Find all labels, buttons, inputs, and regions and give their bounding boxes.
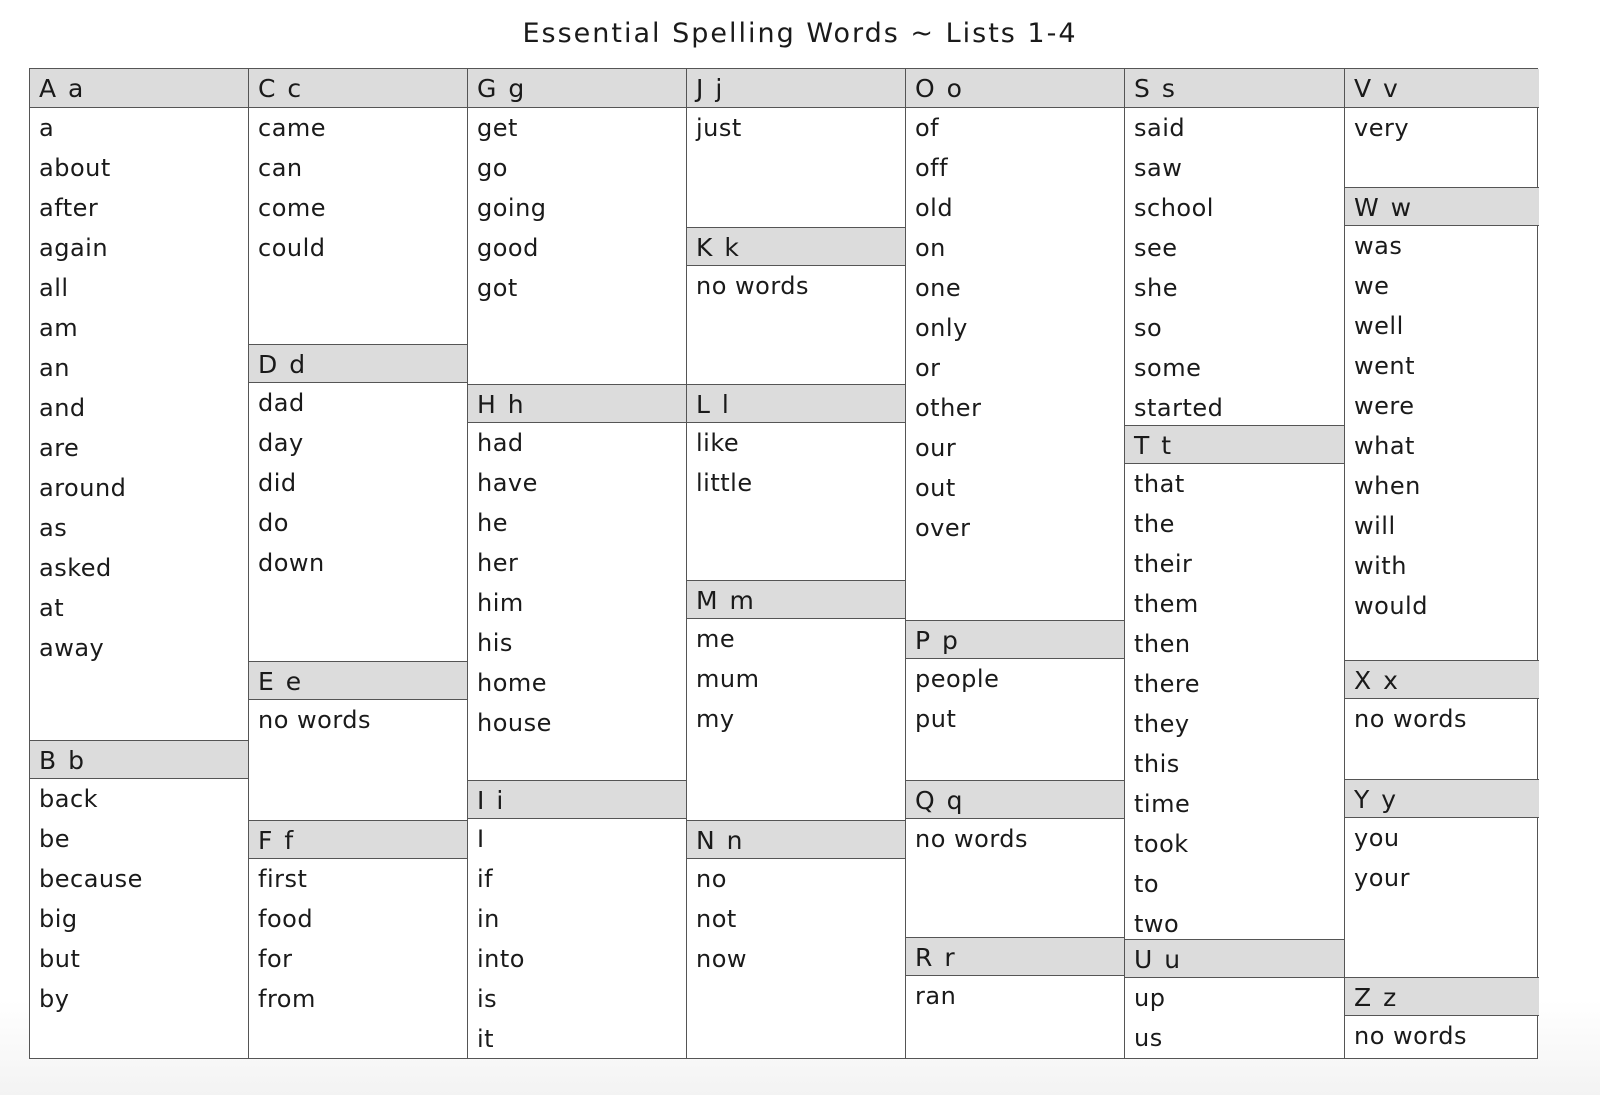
letter-section	[1125, 425, 1344, 939]
letter-header: D d	[249, 344, 467, 383]
word-list	[1125, 464, 1344, 948]
word: about	[39, 154, 111, 182]
word: day	[258, 429, 304, 458]
word: dad	[258, 389, 305, 418]
word: ran	[915, 982, 957, 1011]
letter-section	[249, 820, 467, 1058]
word-list	[30, 779, 248, 1023]
word: of	[915, 114, 940, 142]
word: was	[1354, 231, 1403, 260]
word: it	[477, 1025, 495, 1053]
word: no words	[258, 705, 372, 734]
word: or	[915, 354, 941, 382]
letter-header: S s	[1125, 69, 1344, 108]
word: food	[258, 905, 314, 934]
word: will	[1354, 511, 1396, 540]
page-title: Essential Spelling Words ~ Lists 1-4	[522, 18, 1078, 49]
letter-section	[687, 384, 905, 580]
letter-section	[249, 661, 467, 821]
word: when	[1354, 471, 1421, 500]
word: house	[477, 709, 552, 738]
word-list	[249, 859, 467, 1023]
letter-section	[1125, 939, 1344, 1060]
word: asked	[39, 554, 112, 582]
word: us	[1134, 1024, 1163, 1052]
letter-header: Y y	[1345, 779, 1539, 818]
word: went	[1354, 351, 1416, 380]
letter-header: X x	[1345, 660, 1539, 699]
word: other	[915, 394, 982, 422]
word: time	[1134, 790, 1191, 818]
letter-header: Z z	[1345, 977, 1539, 1016]
letter-header: R r	[906, 937, 1124, 976]
letter-section	[687, 69, 905, 227]
word: you	[1354, 824, 1400, 853]
word: old	[915, 194, 954, 222]
word: in	[477, 905, 500, 933]
word: a	[39, 114, 55, 142]
word: with	[1354, 551, 1407, 580]
word: little	[696, 469, 753, 498]
word: my	[696, 704, 735, 733]
word: so	[1134, 314, 1163, 342]
word: your	[1354, 864, 1410, 893]
spelling-word-table	[29, 68, 1538, 1059]
word-list	[1125, 108, 1344, 432]
word-list	[687, 859, 905, 983]
word: as	[39, 514, 68, 542]
word: were	[1354, 391, 1415, 420]
word: get	[477, 114, 518, 142]
word: him	[477, 589, 524, 618]
word-list	[468, 423, 686, 747]
letter-section	[468, 780, 686, 1058]
letter-header: K k	[687, 227, 905, 266]
letter-column	[30, 69, 249, 1058]
word: do	[258, 509, 289, 538]
word: home	[477, 669, 548, 698]
letter-column	[1345, 69, 1539, 1058]
word-list	[1345, 1016, 1539, 1060]
word: good	[477, 234, 539, 262]
letter-column	[468, 69, 687, 1058]
word: came	[258, 114, 327, 142]
word: down	[258, 549, 325, 578]
word: no words	[915, 824, 1029, 853]
letter-column	[1125, 69, 1345, 1058]
word-list	[468, 819, 686, 1063]
word: am	[39, 314, 79, 342]
letter-column	[249, 69, 468, 1058]
letter-header: T t	[1125, 425, 1344, 464]
word: if	[477, 865, 494, 893]
word-list	[687, 619, 905, 743]
word: this	[1134, 750, 1180, 778]
word: go	[477, 154, 508, 182]
word-list	[1345, 699, 1539, 743]
word: started	[1134, 394, 1224, 422]
letter-header: O o	[906, 69, 1124, 108]
letter-header: F f	[249, 820, 467, 859]
word: their	[1134, 550, 1193, 578]
letter-section	[468, 69, 686, 384]
letter-header: H h	[468, 384, 686, 423]
word-list	[906, 819, 1124, 863]
word-list	[1125, 978, 1344, 1062]
word: them	[1134, 590, 1199, 618]
word: by	[39, 984, 70, 1013]
word: said	[1134, 114, 1186, 142]
letter-header: C c	[249, 69, 467, 108]
word: there	[1134, 670, 1200, 698]
word-list	[906, 108, 1124, 552]
word: no words	[1354, 704, 1468, 733]
word: saw	[1134, 154, 1183, 182]
letter-section	[1125, 69, 1344, 425]
word-list	[249, 108, 467, 272]
word: see	[1134, 234, 1178, 262]
word: school	[1134, 194, 1214, 222]
letter-section	[906, 69, 1124, 620]
word: to	[1134, 870, 1160, 898]
word-list	[687, 423, 905, 507]
word: like	[696, 429, 740, 458]
word: going	[477, 194, 547, 222]
word: up	[1134, 984, 1166, 1012]
word-list	[1345, 226, 1539, 630]
word: that	[1134, 470, 1185, 498]
word: big	[39, 904, 78, 933]
word: her	[477, 549, 519, 578]
letter-section	[1345, 779, 1539, 977]
word: into	[477, 945, 525, 973]
letter-section	[1345, 660, 1539, 780]
word: are	[39, 434, 80, 462]
letter-header: E e	[249, 661, 467, 700]
word: because	[39, 864, 143, 893]
word-list	[249, 383, 467, 587]
word: from	[258, 985, 316, 1014]
word-list	[30, 108, 248, 672]
word: took	[1134, 830, 1189, 858]
word: got	[477, 274, 518, 302]
word: well	[1354, 311, 1404, 340]
word-list	[1345, 818, 1539, 902]
word: our	[915, 434, 957, 462]
word: after	[39, 194, 99, 222]
word: could	[258, 234, 326, 262]
word: at	[39, 594, 65, 622]
word-list	[906, 659, 1124, 743]
letter-section	[249, 69, 467, 344]
word: back	[39, 784, 99, 813]
word: had	[477, 429, 524, 458]
letter-section	[30, 69, 248, 740]
letter-section	[906, 780, 1124, 938]
letter-section	[249, 344, 467, 660]
letter-header: L l	[687, 384, 905, 423]
word-list	[468, 108, 686, 312]
word-list	[687, 108, 905, 152]
letter-section	[906, 937, 1124, 1058]
letter-header: G g	[468, 69, 686, 108]
word: and	[39, 394, 86, 422]
letter-section	[906, 620, 1124, 780]
word: be	[39, 824, 70, 853]
word: people	[915, 664, 1000, 693]
letter-section	[1345, 977, 1539, 1058]
word: one	[915, 274, 962, 302]
word: for	[258, 945, 293, 974]
word: no words	[1354, 1021, 1468, 1050]
word: just	[696, 114, 742, 142]
letter-section	[30, 740, 248, 1058]
word: he	[477, 509, 508, 538]
letter-header: B b	[30, 740, 248, 779]
letter-column	[906, 69, 1125, 1058]
word: no words	[696, 271, 810, 300]
word: over	[915, 514, 971, 542]
word: first	[258, 865, 308, 894]
word: not	[696, 904, 737, 933]
letter-header: Q q	[906, 780, 1124, 819]
word: put	[915, 704, 957, 733]
word: come	[258, 194, 327, 222]
word: very	[1354, 114, 1410, 142]
word: his	[477, 629, 513, 658]
word: is	[477, 985, 498, 1013]
letter-section	[687, 580, 905, 820]
word: then	[1134, 630, 1191, 658]
letter-section	[468, 384, 686, 780]
letter-header: M m	[687, 580, 905, 619]
letter-section	[1345, 69, 1539, 187]
letter-header: U u	[1125, 939, 1344, 978]
word: I	[477, 825, 485, 853]
word: only	[915, 314, 968, 342]
word: no	[696, 864, 727, 893]
letter-section	[1345, 187, 1539, 660]
letter-section	[687, 820, 905, 1059]
word: off	[915, 154, 949, 182]
word-list	[906, 976, 1124, 1020]
word: some	[1134, 354, 1202, 382]
word: on	[915, 234, 946, 262]
letter-header: J j	[687, 69, 905, 108]
word: have	[477, 469, 538, 498]
letter-header: W w	[1345, 187, 1539, 226]
word: again	[39, 234, 109, 262]
word: all	[39, 274, 69, 302]
word: mum	[696, 664, 760, 693]
letter-header: I i	[468, 780, 686, 819]
word: away	[39, 634, 105, 662]
word: two	[1134, 910, 1180, 938]
word: we	[1354, 271, 1390, 300]
word: now	[696, 944, 748, 973]
word-list	[687, 266, 905, 310]
word: the	[1134, 510, 1175, 538]
word: an	[39, 354, 70, 382]
word: she	[1134, 274, 1178, 302]
letter-section	[687, 227, 905, 385]
word: but	[39, 944, 81, 973]
word: did	[258, 469, 297, 498]
word-list	[249, 700, 467, 744]
word-list	[1345, 108, 1539, 152]
letter-header: A a	[30, 69, 248, 108]
letter-header: V v	[1345, 69, 1539, 108]
word: what	[1354, 431, 1415, 460]
letter-column	[687, 69, 906, 1058]
word: out	[915, 474, 956, 502]
letter-header: N n	[687, 820, 905, 859]
word: me	[696, 624, 736, 653]
letter-header: P p	[906, 620, 1124, 659]
word: would	[1354, 591, 1428, 620]
word: can	[258, 154, 303, 182]
word: they	[1134, 710, 1190, 738]
word: around	[39, 474, 127, 502]
